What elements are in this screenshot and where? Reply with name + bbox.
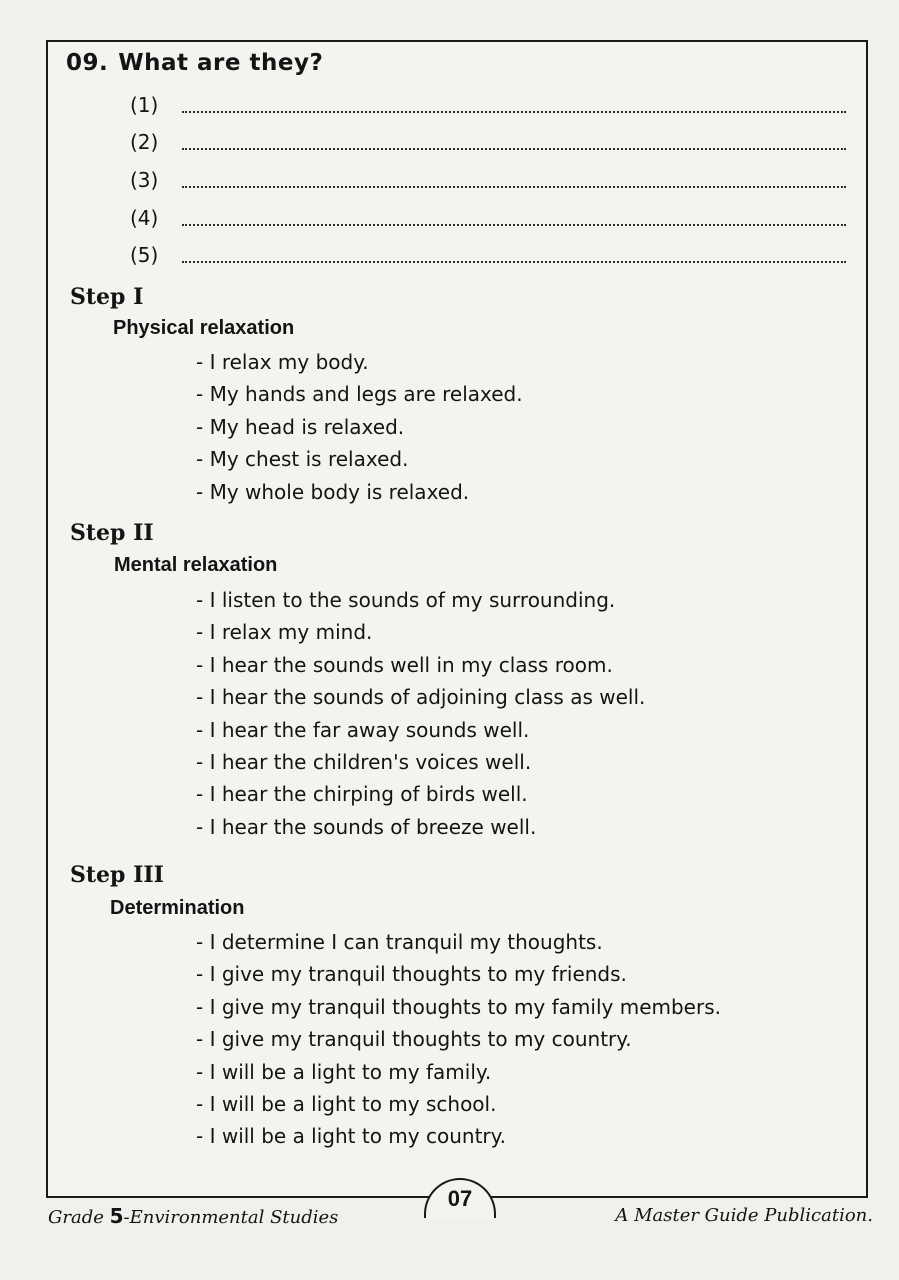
list-item: - I hear the far away sounds well. xyxy=(196,717,530,742)
list-item: - I hear the children's voices well. xyxy=(196,749,532,774)
step-subtitle: Physical relaxation xyxy=(113,317,295,339)
list-item: - My hands and legs are relaxed. xyxy=(196,382,523,407)
question-text: What are they? xyxy=(118,50,324,76)
dotted-line xyxy=(182,148,846,150)
list-item: - I give my tranquil thoughts to my friends. xyxy=(196,962,627,987)
list-item: - I relax my mind. xyxy=(196,620,373,645)
blank-label: (5) xyxy=(130,243,159,267)
step-subtitle: Mental relaxation xyxy=(114,554,278,576)
list-item: - I relax my body. xyxy=(196,350,369,374)
footer-subject: -Environmental Studies xyxy=(123,1207,339,1228)
answer-blank[interactable] xyxy=(130,127,846,157)
step-list xyxy=(196,584,645,843)
list-item: - I will be a light to my country. xyxy=(196,1124,506,1149)
question-number: 09. xyxy=(66,50,109,76)
list-item: - My chest is relaxed. xyxy=(196,447,409,472)
blank-label: (2) xyxy=(130,130,159,154)
dotted-line xyxy=(182,111,846,113)
list-item: - I determine I can tranquil my thoughts. xyxy=(196,930,603,954)
answer-blank[interactable] xyxy=(130,165,846,195)
page-number: 07 xyxy=(424,1178,496,1218)
answer-blank[interactable] xyxy=(130,90,846,120)
list-item: - I hear the chirping of birds well. xyxy=(196,782,528,807)
list-item: - I give my tranquil thoughts to my family members. xyxy=(196,994,721,1019)
question-heading xyxy=(66,50,323,76)
step-subtitle: Determination xyxy=(110,897,245,919)
step-title: Step I xyxy=(70,284,144,310)
list-item: - My whole body is relaxed. xyxy=(196,479,470,504)
step-title: Step II xyxy=(70,520,154,546)
dotted-line xyxy=(182,261,846,263)
step-list xyxy=(196,926,721,1153)
step-list xyxy=(196,346,523,508)
blank-label: (4) xyxy=(130,206,159,230)
list-item: - I listen to the sounds of my surrounding. xyxy=(196,588,616,612)
list-item: - I hear the sounds well in my class room. xyxy=(196,652,613,677)
footer-grade-number: 5 xyxy=(109,1204,124,1228)
list-item: - My head is relaxed. xyxy=(196,414,405,439)
list-item: - I will be a light to my school. xyxy=(196,1091,497,1116)
footer-publisher: A Master Guide Publication. xyxy=(615,1205,873,1226)
footer-grade-prefix: Grade xyxy=(48,1207,104,1228)
answer-blank[interactable] xyxy=(130,203,846,233)
footer-grade xyxy=(48,1204,338,1228)
answer-blank[interactable] xyxy=(130,240,846,270)
list-item: - I hear the sounds of breeze well. xyxy=(196,814,537,839)
blank-label: (3) xyxy=(130,168,159,192)
list-item: - I will be a light to my family. xyxy=(196,1059,492,1084)
dotted-line xyxy=(182,224,846,226)
list-item: - I hear the sounds of adjoining class as well. xyxy=(196,685,646,710)
dotted-line xyxy=(182,186,846,188)
list-item: - I give my tranquil thoughts to my country. xyxy=(196,1027,632,1052)
step-title: Step III xyxy=(70,862,164,888)
blank-label: (1) xyxy=(130,93,159,117)
